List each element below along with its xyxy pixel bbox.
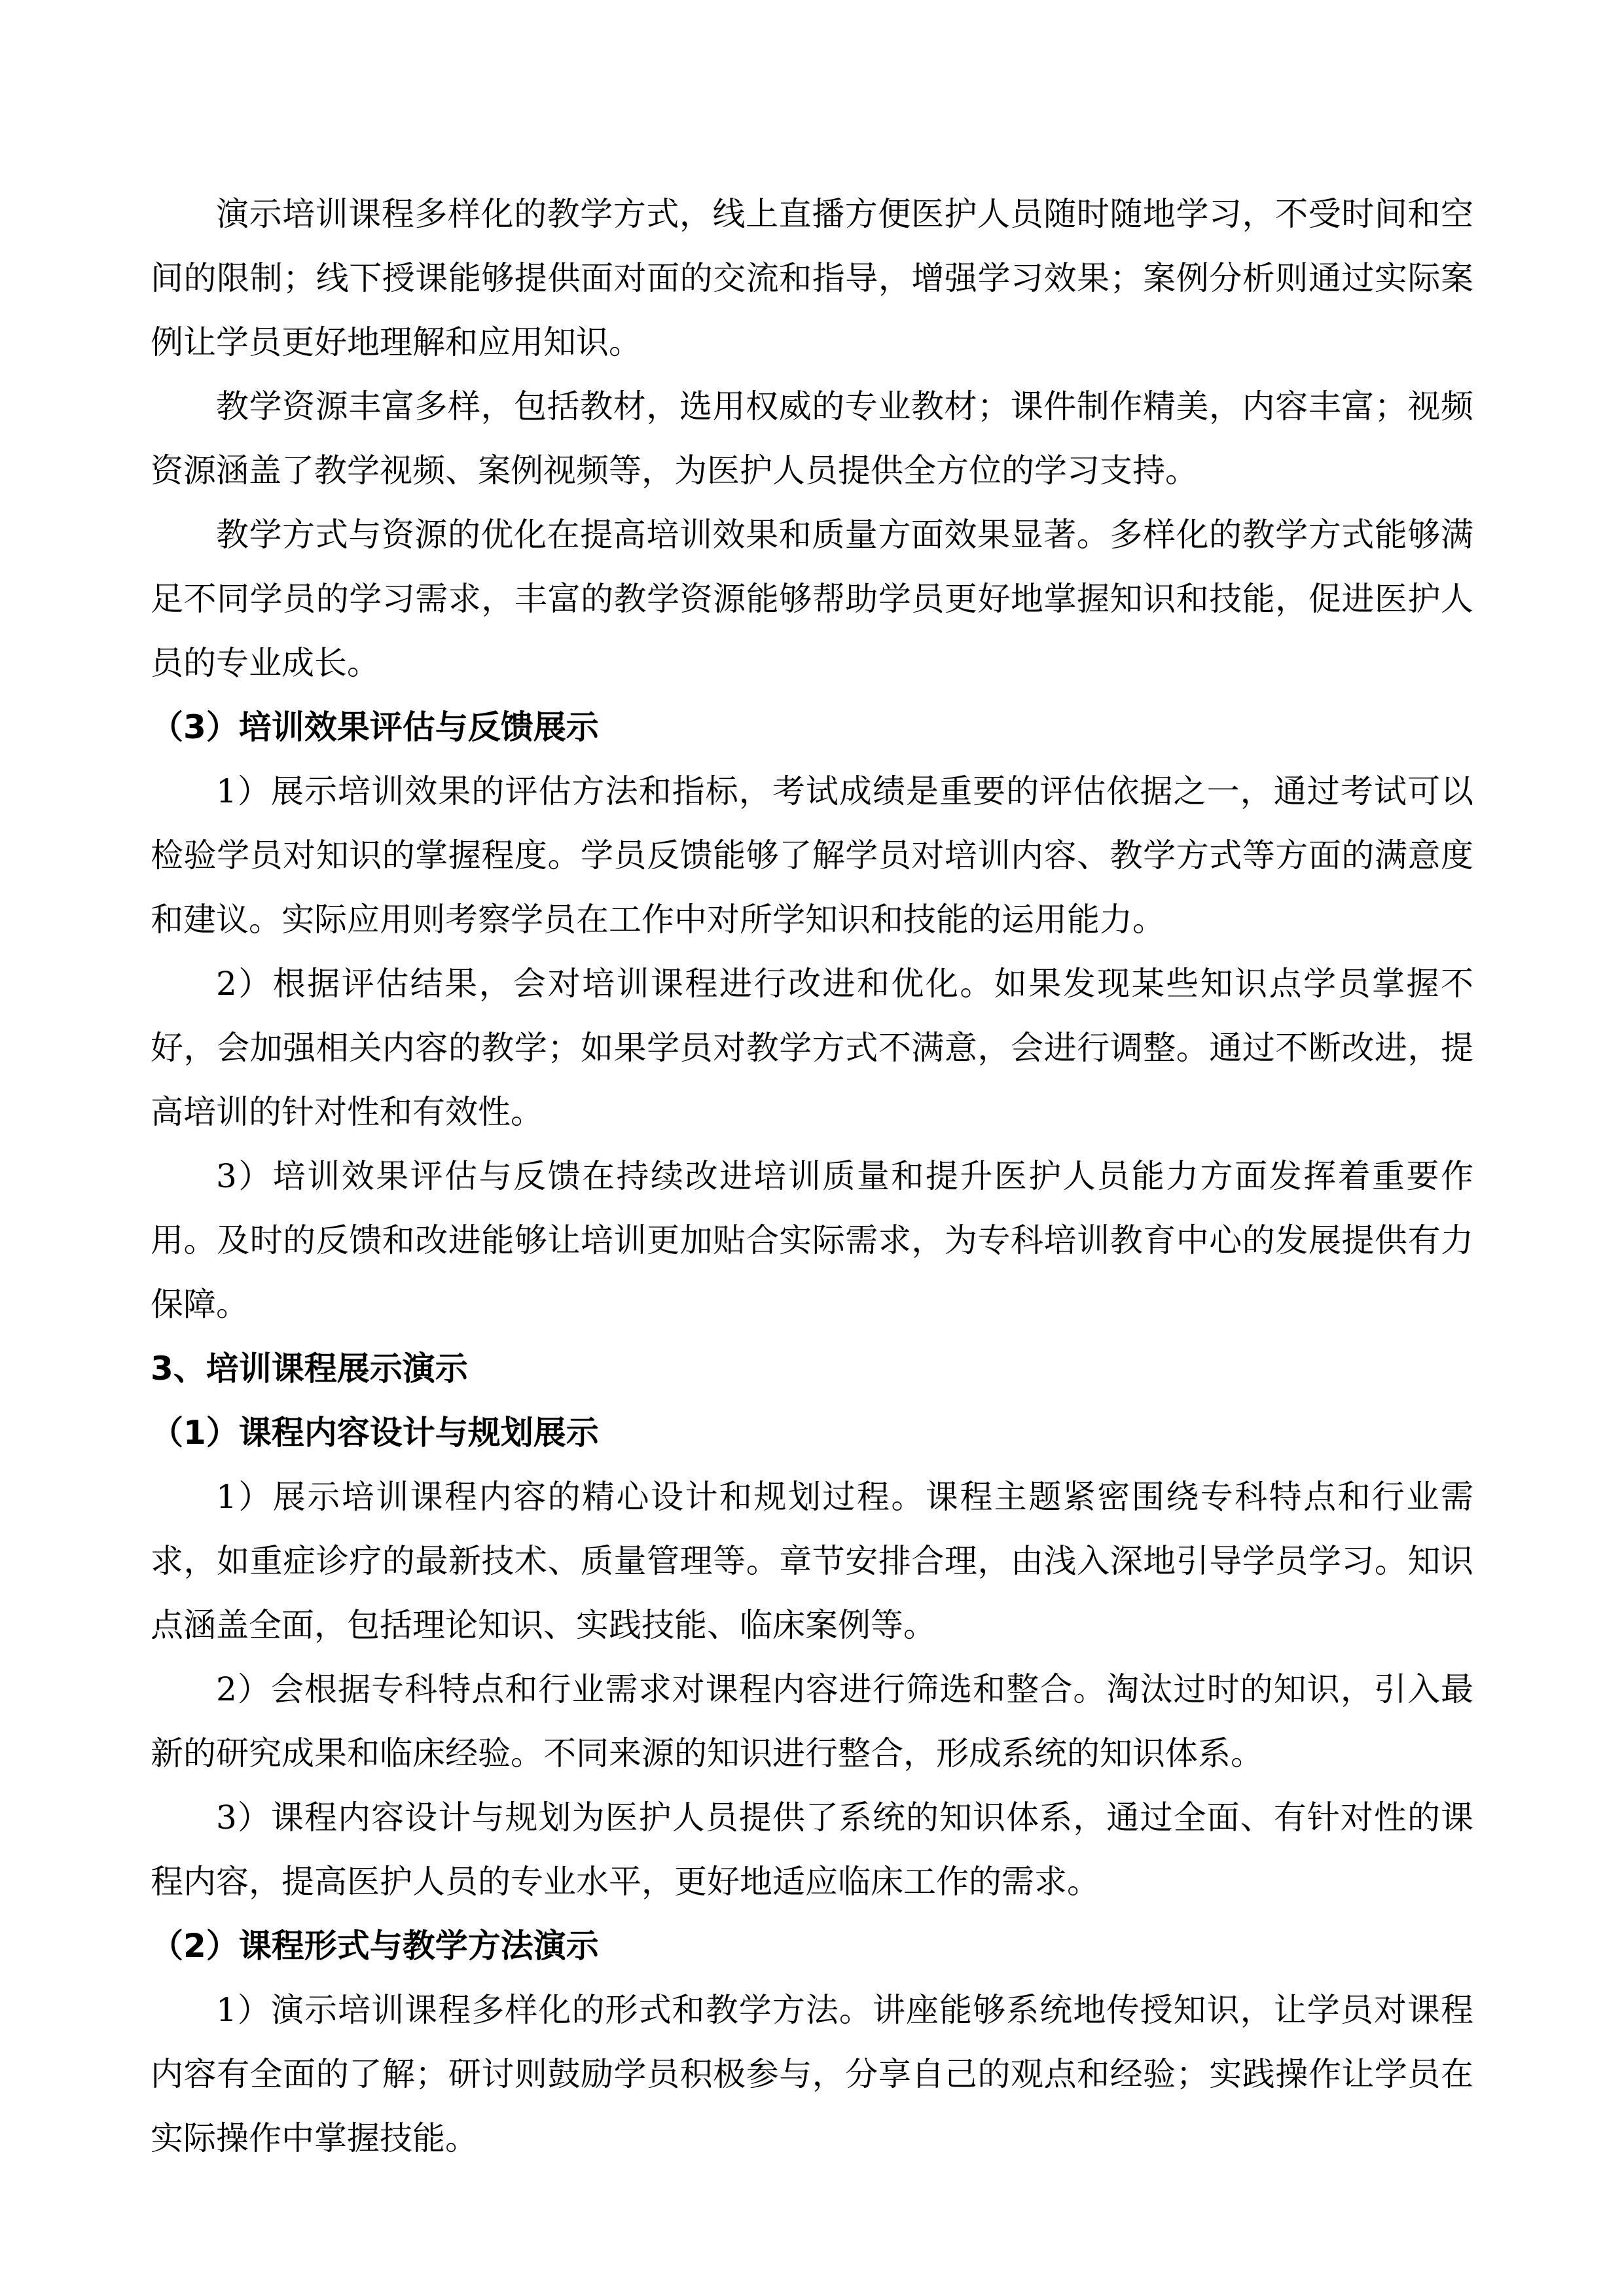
paragraph-course-design-3: 3）课程内容设计与规划为医护人员提供了系统的知识体系，通过全面、有针对性的课程内容，提高医护人员的专业水平，更好地适应临床工作的需求。: [151, 1799, 1473, 1901]
paragraph-evaluation-1: 1）展示培训效果的评估方法和指标，考试成绩是重要的评估依据之一，通过考试可以检验学员对知识的掌握程度。学员反馈能够了解学员对培训内容、教学方式等方面的满意度和建议。实际应用则考察学员在工作中对所学知识和技能的运用能力。: [151, 772, 1473, 939]
paragraph-methods-optimization: 教学方式与资源的优化在提高培训效果和质量方面效果显著。多样化的教学方式能够满足不同学员的学习需求，丰富的教学资源能够帮助学员更好地掌握知识和技能，促进医护人员的专业成长。: [151, 516, 1473, 682]
paragraph-evaluation-3: 3）培训效果评估与反馈在持续改进培训质量和提升医护人员能力方面发挥着重要作用。及时的反馈和改进能够让培训更加贴合实际需求，为专科培训教育中心的发展提供有力保障。: [151, 1157, 1473, 1323]
paragraph-teaching-methods: 演示培训课程多样化的教学方式，线上直播方便医护人员随时随地学习，不受时间和空间的限制；线下授课能够提供面对面的交流和指导，增强学习效果；案例分析则通过实际案例让学员更好地理解和应用知识。: [151, 195, 1473, 361]
heading-course-showcase: 3、培训课程展示演示: [151, 1350, 468, 1388]
paragraph-course-format-1: 1）演示培训课程多样化的形式和教学方法。讲座能够系统地传授知识，让学员对课程内容有全面的了解；研讨则鼓励学员积极参与，分享自己的观点和经验；实践操作让学员在实际操作中掌握技能。: [151, 1991, 1473, 2157]
paragraph-teaching-resources: 教学资源丰富多样，包括教材，选用权威的专业教材；课件制作精美，内容丰富；视频资源涵盖了教学视频、案例视频等，为医护人员提供全方位的学习支持。: [151, 387, 1473, 490]
paragraph-evaluation-2: 2）根据评估结果，会对培训课程进行改进和优化。如果发现某些知识点学员掌握不好，会加强相关内容的教学；如果学员对教学方式不满意，会进行调整。通过不断改进，提高培训的针对性和有效性。: [151, 965, 1473, 1131]
heading-course-design: （1）课程内容设计与规划展示: [151, 1414, 599, 1452]
paragraph-course-design-1: 1）展示培训课程内容的精心设计和规划过程。课程主题紧密围绕专科特点和行业需求，如重症诊疗的最新技术、质量管理等。章节安排合理，由浅入深地引导学员学习。知识点涵盖全面，包括理论知识、实践技能、临床案例等。: [151, 1478, 1473, 1644]
heading-training-evaluation: （3）培训效果评估与反馈展示: [151, 708, 599, 746]
heading-course-format: （2）课程形式与教学方法演示: [151, 1927, 599, 1965]
paragraph-course-design-2: 2）会根据专科特点和行业需求对课程内容进行筛选和整合。淘汰过时的知识，引入最新的研究成果和临床经验。不同来源的知识进行整合，形成系统的知识体系。: [151, 1670, 1473, 1772]
